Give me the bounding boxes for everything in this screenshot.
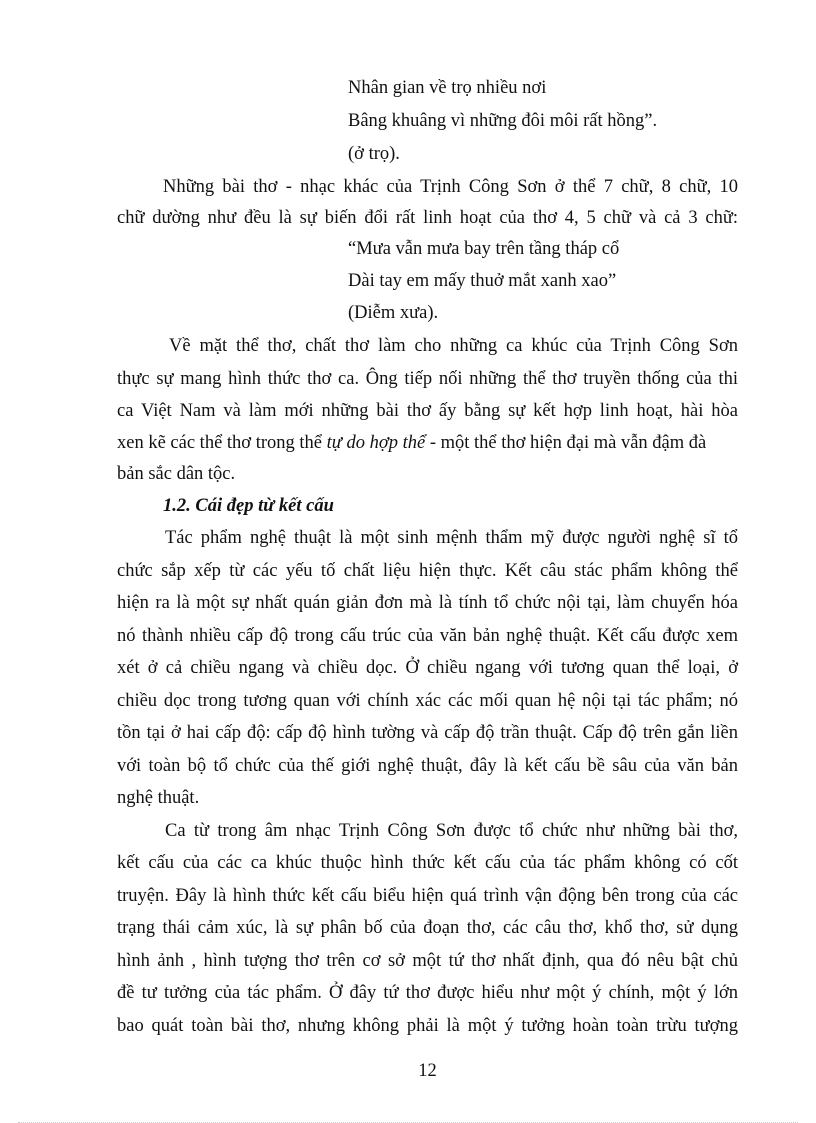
page-number: 12 xyxy=(418,1061,437,1081)
text-run: - một thể thơ hiện đại mà vẫn đậm đà xyxy=(425,433,707,453)
paragraph-line: kết cấu của các ca khúc thuộc hình thức kết cấu của tác phẩm không có cốt xyxy=(117,853,738,873)
paragraph-line: hiện ra là một sự nhất quán giản đơn mà là tính tổ chức nội tại, làm chuyển hóa xyxy=(117,593,738,613)
paragraph-line: chức sắp xếp từ các yếu tố chất liệu hiện thực. Kết câu stác phẩm không thể xyxy=(117,561,738,581)
paragraph-line: tồn tại ở hai cấp độ: cấp độ hình tường và cấp độ trần thuật. Cấp độ trên gắn liền xyxy=(117,723,738,743)
poem-line: Bâng khuâng vì những đôi môi rất hồng”. xyxy=(348,111,658,131)
paragraph-line: bao quát toàn bài thơ, nhưng không phải là một ý tưởng hoàn toàn trừu tượng xyxy=(117,1016,738,1036)
poem-source: (Diễm xưa). xyxy=(348,303,439,323)
paragraph-line: truyện. Đây là hình thức kết cấu biểu hiện quá trình vận động bên trong của các xyxy=(117,886,738,906)
paragraph-line: nó thành nhiều cấp độ trong cấu trúc của văn bản nghệ thuật. Kết cấu được xem xyxy=(117,626,738,646)
paragraph-line: thực sự mang hình thức thơ ca. Ông tiếp nối những thể thơ truyền thống của thi xyxy=(117,369,738,389)
paragraph-line: chiều dọc trong tương quan với chính xác các mối quan hệ nội tại tác phẩm; nó xyxy=(117,691,738,711)
poem-source: (ở trọ). xyxy=(348,144,400,164)
paragraph-line: Ca từ trong âm nhạc Trịnh Công Sơn được tổ chức như những bài thơ, xyxy=(165,821,738,841)
paragraph-line: hình ảnh , hình tượng thơ trên cơ sở một tứ thơ nhất định, qua đó nêu bật chủ xyxy=(117,951,738,971)
paragraph-line: Về mặt thể thơ, chất thơ làm cho những ca khúc của Trịnh Công Sơn xyxy=(169,336,738,356)
italic-term: tự do hợp thể xyxy=(326,433,426,453)
paragraph-line: nghệ thuật. xyxy=(117,788,200,808)
paragraph-line: chữ dường như đều là sự biến đổi rất linh hoạt của thơ 4, 5 chữ và cả 3 chữ: xyxy=(117,208,738,228)
text-run: xen kẽ các thể thơ trong thể xyxy=(117,433,327,453)
poem-line: Nhân gian về trọ nhiều nơi xyxy=(348,78,547,98)
paragraph-line: ca Việt Nam và làm mới những bài thơ ấy bằng sự kết hợp linh hoạt, hài hòa xyxy=(117,401,738,421)
paragraph-line: đề tư tưởng của tác phẩm. Ở đây tứ thơ được hiểu như một ý chính, một ý lớn xyxy=(117,983,738,1003)
poem-line: Dài tay em mấy thuở mắt xanh xao” xyxy=(348,271,617,291)
paragraph-line: Tác phẩm nghệ thuật là một sinh mệnh thẩm mỹ được người nghệ sĩ tổ xyxy=(165,528,738,548)
section-heading: 1.2. Cái đẹp từ kết cấu xyxy=(163,496,334,516)
paragraph-line: với toàn bộ tổ chức của thế giới nghệ thuật, đây là kết cấu bề sâu của văn bản xyxy=(117,756,738,776)
poem-line: “Mưa vẫn mưa bay trên tầng tháp cổ xyxy=(348,239,620,259)
paragraph-line: bản sắc dân tộc. xyxy=(117,464,236,484)
paragraph-line: xét ở cả chiều ngang và chiều dọc. Ở chiều ngang với tương quan thể loại, ở xyxy=(117,658,738,678)
paragraph-line xyxy=(117,431,706,455)
paragraph-line: Những bài thơ - nhạc khác của Trịnh Công Sơn ở thể 7 chữ, 8 chữ, 10 xyxy=(163,177,738,197)
paragraph-line: trạng thái cảm xúc, là sự phân bố của đoạn thơ, các câu thơ, khổ thơ, sử dụng xyxy=(117,918,738,938)
